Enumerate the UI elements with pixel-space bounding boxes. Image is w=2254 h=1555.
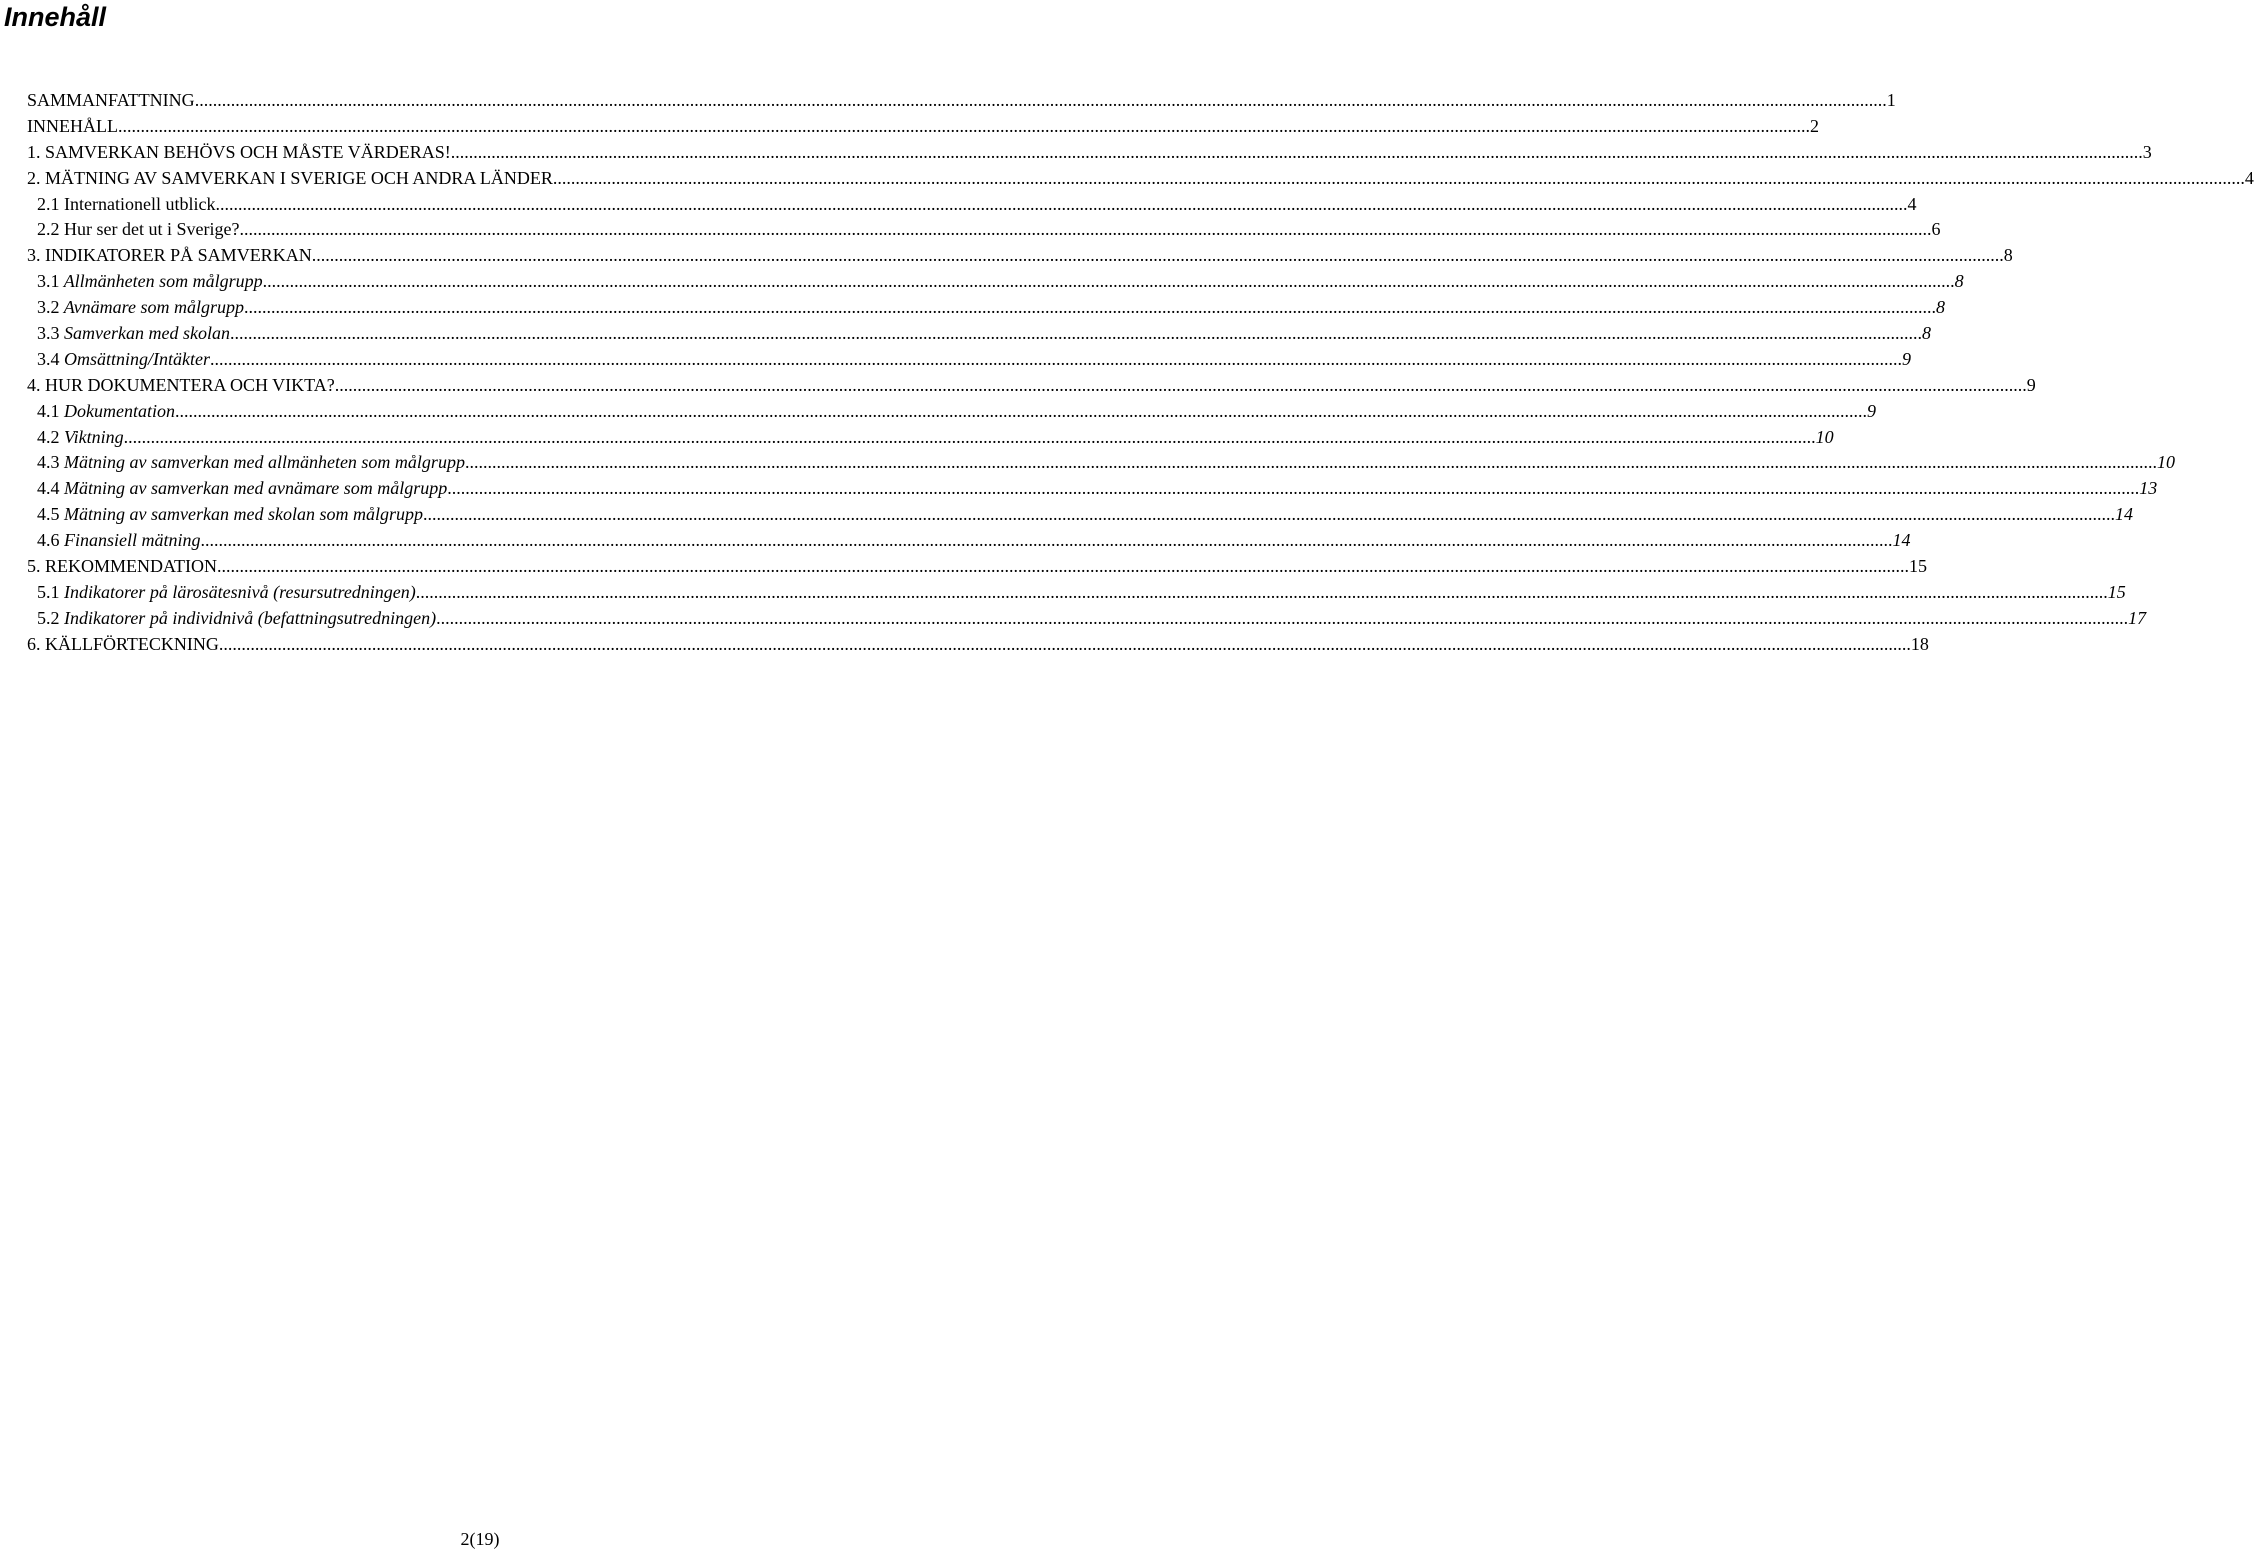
toc-entry[interactable] bbox=[27, 347, 1911, 373]
toc-page-number: 8 bbox=[1936, 297, 1946, 318]
toc-page-number: 13 bbox=[2139, 478, 2158, 499]
toc-entry-label: MÄTNING AV SAMVERKAN I SVERIGE OCH ANDRA LÄNDER bbox=[45, 167, 553, 188]
toc-entry-number: 3. bbox=[27, 245, 41, 266]
toc-entry-number: 4.4 bbox=[37, 478, 60, 499]
dot-leader bbox=[195, 88, 1887, 114]
toc-entry-number: 4.5 bbox=[37, 504, 60, 525]
toc-entry-title bbox=[27, 554, 217, 580]
toc-entry-label: Mätning av samverkan med avnämare som målgrupp bbox=[64, 478, 448, 499]
toc-entry-label: Indikatorer på individnivå (befattningsutredningen) bbox=[64, 607, 437, 628]
toc-entry-label: Internationell utblick bbox=[64, 193, 216, 214]
toc-entry-title bbox=[37, 580, 416, 606]
toc-entry-label: Mätning av samverkan med allmänheten som målgrupp bbox=[64, 452, 465, 473]
toc-entry-title bbox=[27, 114, 118, 140]
dot-leader bbox=[217, 554, 1909, 580]
toc-page-number: 9 bbox=[1866, 400, 1876, 421]
toc-entry-title bbox=[27, 140, 451, 166]
toc-entry-label: KÄLLFÖRTECKNING bbox=[45, 633, 219, 654]
toc-page-number: 14 bbox=[2114, 504, 2133, 525]
page-number-footer: 2(19) bbox=[460, 1529, 500, 1549]
toc-entry-number: 6. bbox=[27, 633, 41, 654]
toc-entry-title bbox=[37, 347, 210, 373]
toc-page-number: 8 bbox=[1921, 323, 1931, 344]
toc-entry[interactable] bbox=[27, 502, 2133, 528]
toc-entry-title bbox=[37, 269, 263, 295]
toc-entry-title bbox=[37, 450, 465, 476]
toc-page-number: 4 bbox=[1907, 193, 1917, 214]
toc-entry-label: Dokumentation bbox=[64, 400, 175, 421]
toc-entry[interactable] bbox=[27, 554, 1927, 580]
dot-leader bbox=[436, 606, 2128, 632]
toc-entry-label: Avnämare som målgrupp bbox=[63, 297, 245, 318]
toc-entry-label: Viktning bbox=[64, 426, 124, 447]
dot-leader bbox=[553, 166, 2245, 192]
dot-leader bbox=[244, 295, 1936, 321]
toc-entry-label: HUR DOKUMENTERA OCH VIKTA? bbox=[45, 374, 335, 395]
toc-page-number: 10 bbox=[2156, 452, 2175, 473]
toc-entry-label: Finansiell mätning bbox=[64, 530, 201, 551]
toc-entry-label: Mätning av samverkan med skolan som målgrupp bbox=[64, 504, 423, 525]
toc-page-number: 4 bbox=[2244, 167, 2254, 188]
toc-page-number: 15 bbox=[2107, 581, 2126, 602]
toc-entry[interactable] bbox=[27, 373, 2036, 399]
toc-entry[interactable] bbox=[27, 166, 2254, 192]
toc-entry-title bbox=[27, 632, 219, 658]
toc-entry-number: 2.2 bbox=[37, 219, 60, 240]
toc-entry[interactable] bbox=[27, 476, 2158, 502]
toc-entry-title bbox=[27, 373, 335, 399]
toc-entry[interactable] bbox=[27, 88, 1896, 114]
toc-entry-number: 3.3 bbox=[37, 323, 60, 344]
toc-entry-label: INDIKATORER PÅ SAMVERKAN bbox=[45, 245, 312, 266]
toc-entry-title bbox=[37, 606, 436, 632]
toc-entry-number: 4.3 bbox=[37, 452, 60, 473]
toc-entry[interactable] bbox=[27, 192, 1917, 218]
dot-leader bbox=[118, 114, 1810, 140]
toc-entry[interactable] bbox=[27, 450, 2175, 476]
toc-entry-number: 2.1 bbox=[37, 193, 60, 214]
toc-entry-title bbox=[27, 243, 312, 269]
toc-entry[interactable] bbox=[27, 269, 1964, 295]
toc-page-number: 8 bbox=[2003, 245, 2013, 266]
toc-entry-title bbox=[37, 399, 175, 425]
toc-page-number: 14 bbox=[1892, 530, 1911, 551]
toc-entry-label: INNEHÅLL bbox=[27, 115, 118, 136]
toc-entry-label: Hur ser det ut i Sverige? bbox=[64, 219, 240, 240]
toc-entry[interactable] bbox=[27, 528, 1911, 554]
toc-entry-label: Omsättning/Intäkter bbox=[64, 348, 210, 369]
toc-entry-number: 2. bbox=[27, 167, 41, 188]
toc-entry-label: SAMVERKAN BEHÖVS OCH MÅSTE VÄRDERAS! bbox=[45, 141, 451, 162]
toc-page-number: 9 bbox=[1902, 348, 1911, 369]
toc-entry-number: 4.1 bbox=[37, 400, 60, 421]
toc-page-number: 10 bbox=[1815, 426, 1834, 447]
toc-page-number: 17 bbox=[2128, 607, 2147, 628]
toc-entry-label: Samverkan med skolan bbox=[64, 323, 230, 344]
toc-page-number: 9 bbox=[2026, 374, 2036, 395]
table-of-contents bbox=[27, 88, 2254, 658]
toc-entry-title bbox=[27, 88, 195, 114]
toc-entry-label: SAMMANFATTNING bbox=[27, 90, 195, 110]
toc-entry[interactable] bbox=[27, 321, 1931, 347]
toc-entry-label: Allmänheten som målgrupp bbox=[63, 271, 263, 292]
toc-page-number: 2 bbox=[1809, 115, 1819, 136]
toc-entry[interactable] bbox=[27, 580, 2126, 606]
dot-leader bbox=[230, 321, 1922, 347]
dot-leader bbox=[239, 217, 1931, 243]
dot-leader bbox=[465, 450, 2157, 476]
toc-entry-number: 1. bbox=[27, 141, 41, 162]
dot-leader bbox=[201, 528, 1893, 554]
dot-leader bbox=[312, 243, 2004, 269]
toc-entry[interactable] bbox=[27, 217, 1941, 243]
toc-entry-title bbox=[37, 217, 239, 243]
toc-entry-number: 3.4 bbox=[37, 348, 60, 369]
dot-leader bbox=[263, 269, 1955, 295]
dot-leader bbox=[219, 632, 1911, 658]
dot-leader bbox=[423, 502, 2115, 528]
toc-entry[interactable] bbox=[27, 295, 1946, 321]
dot-leader bbox=[124, 425, 1816, 451]
toc-entry-title bbox=[37, 295, 244, 321]
toc-page-number: 1 bbox=[1886, 90, 1896, 110]
toc-entry-title bbox=[37, 476, 447, 502]
toc-entry-number: 5.1 bbox=[37, 581, 60, 602]
toc-page-number: 15 bbox=[1909, 556, 1927, 577]
toc-entry-number: 4. bbox=[27, 374, 41, 395]
toc-entry[interactable] bbox=[27, 243, 2013, 269]
toc-entry-title bbox=[37, 321, 230, 347]
toc-entry-number: 3.2 bbox=[37, 297, 60, 318]
toc-page-number: 3 bbox=[2142, 141, 2152, 162]
dot-leader bbox=[416, 580, 2108, 606]
dot-leader bbox=[210, 347, 1902, 373]
toc-page-number: 8 bbox=[1954, 271, 1964, 292]
toc-entry-number: 5. bbox=[27, 556, 41, 577]
toc-entry[interactable] bbox=[27, 114, 1819, 140]
toc-entry-title bbox=[27, 166, 553, 192]
toc-entry-number: 5.2 bbox=[37, 607, 60, 628]
dot-leader bbox=[447, 476, 2139, 502]
dot-leader bbox=[175, 399, 1867, 425]
dot-leader bbox=[451, 140, 2143, 166]
dot-leader bbox=[335, 373, 2027, 399]
toc-entry-title bbox=[37, 425, 124, 451]
page-title: Innehåll bbox=[4, 2, 107, 32]
toc-entry-number: 3.1 bbox=[37, 271, 60, 292]
toc-entry-title bbox=[37, 502, 423, 528]
toc-entry-number: 4.6 bbox=[37, 530, 60, 551]
toc-entry[interactable] bbox=[27, 632, 1929, 658]
toc-entry-label: Indikatorer på lärosätesnivå (resursutredningen) bbox=[64, 581, 416, 602]
toc-entry[interactable] bbox=[27, 399, 1876, 425]
toc-entry-label: REKOMMENDATION bbox=[45, 556, 217, 577]
toc-page-number: 18 bbox=[1910, 633, 1929, 654]
toc-entry[interactable] bbox=[27, 606, 2147, 632]
toc-entry-title bbox=[37, 528, 201, 554]
toc-entry[interactable] bbox=[27, 425, 1834, 451]
toc-entry[interactable] bbox=[27, 140, 2152, 166]
toc-entry-number: 4.2 bbox=[37, 426, 60, 447]
toc-entry-title bbox=[37, 192, 215, 218]
toc-page-number: 6 bbox=[1931, 219, 1941, 240]
dot-leader bbox=[215, 192, 1907, 218]
